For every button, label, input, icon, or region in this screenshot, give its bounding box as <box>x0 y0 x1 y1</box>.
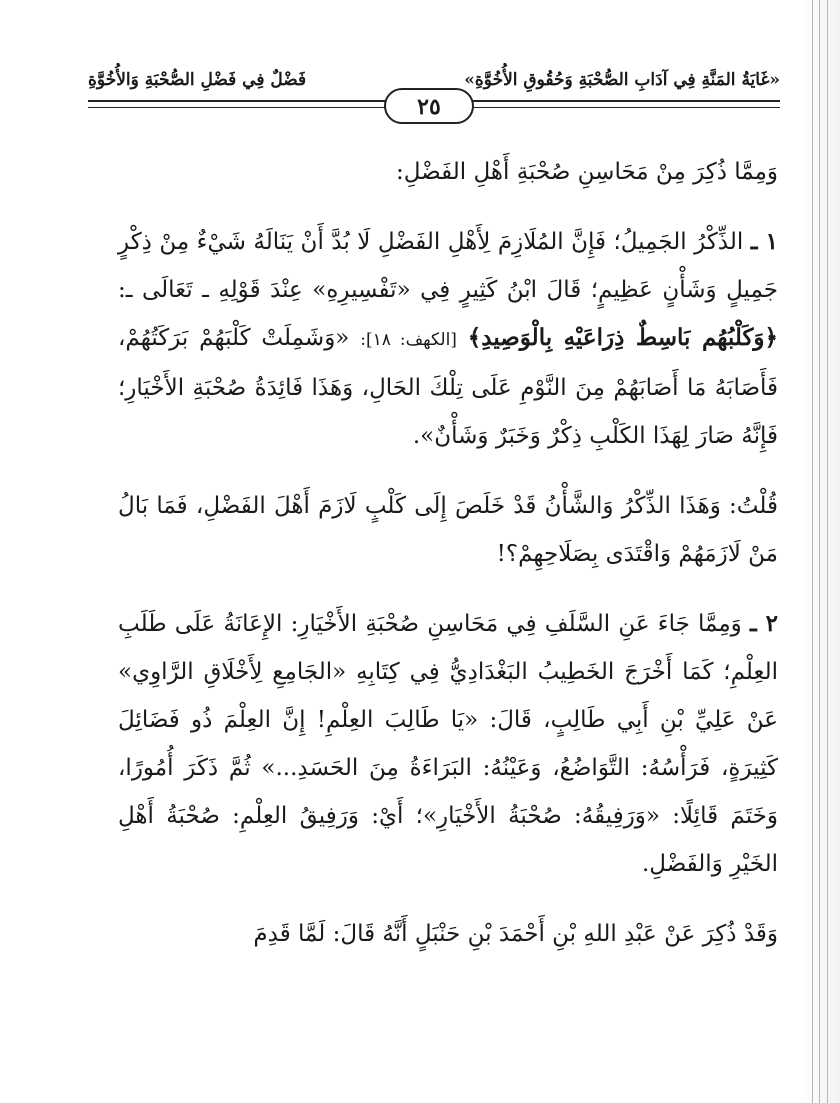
tafsir-quote: «وَشَمِلَتْ كَلْبَهُمْ بَرَكَتُهُمْ، فَأَصَابَهُ مَا أَصَابَهُمْ مِنَ النَّوْمِ عَلَى تِلْكَ الحَالِ، وَهَذَا فَائِدَةُ صُحْبَةِ الأَخْيَارِ؛ فَإِنَّهُ صَارَ لِهَذَا الكَلْبِ ذِكْرٌ وَخَبَرٌ وَشَأْنٌ». <box>118 325 778 449</box>
item-2-paragraph <box>118 600 778 888</box>
page-edge-line <box>827 0 828 1103</box>
intro-paragraph: وَمِمَّا ذُكِرَ مِنْ مَحَاسِنِ صُحْبَةِ أَهْلِ الفَضْلِ: <box>396 159 778 185</box>
chapter-title: فَضْلٌ فِي فَضْلِ الصُّحْبَةِ وَالأُخُوَّةِ <box>88 70 307 90</box>
page-edge-line <box>819 0 820 1103</box>
note-paragraph: قُلْتُ: وَهَذَا الذِّكْرُ وَالشَّأْنُ قَدْ خَلَصَ إِلَى كَلْبٍ لَازَمَ أَهْلَ الفَضْلِ، فَمَا بَالُ مَنْ لَازَمَهُمْ وَاقْتَدَى بِصَلَاحِهِمْ؟! <box>118 493 778 567</box>
page-body <box>118 148 778 958</box>
item-2-number: ٢ ـ <box>750 610 779 637</box>
book-title: «غَايَةُ المَنَّةِ فِي آدَابِ الصُّحْبَةِ وَحُقُوقِ الأُخُوَّةِ» <box>464 70 780 90</box>
quran-verse: ﴿وَكَلْبُهُم بَاسِطٌ ذِرَاعَيْهِ بِالْوَصِيدِ﴾ <box>467 324 778 351</box>
page-number: ٢٥ <box>384 88 474 124</box>
item-1-number: ١ ـ <box>750 228 779 255</box>
page-header <box>88 60 780 122</box>
page-edge-line <box>812 0 813 1103</box>
continuation-line: وَقَدْ ذُكِرَ عَنْ عَبْدِ اللهِ بْنِ أَحْمَدَ بْنِ حَنْبَلٍ أَنَّهُ قَالَ: لَمَّا قَدِمَ <box>253 921 778 947</box>
item-2-text: وَمِمَّا جَاءَ عَنِ السَّلَفِ فِي مَحَاسِنِ صُحْبَةِ الأَخْيَارِ: الإِعَانَةُ عَلَى طَلَبِ العِلْمِ؛ كَمَا أَخْرَجَ الخَطِيبُ البَغْدَادِيُّ فِي كِتَابِهِ «الجَامِعِ لِأَخْلَاقِ الرَّاوِي» عَنْ عَلِيِّ بْنِ أَبِي طَالِبٍ، قَالَ: «يَا طَالِبَ العِلْمِ! إِنَّ العِلْمَ ذُو فَضَائِلَ كَثِيرَةٍ، فَرَأْسُهُ: التَّوَاضُعُ، وَعَيْنُهُ: البَرَاءَةُ مِنَ الحَسَدِ...» ثُمَّ ذَكَرَ أُمُورًا، وَخَتَمَ قَائِلًا: «وَرَفِيقُهُ: صُحْبَةُ الأَخْيَارِ»؛ أَيْ: وَرَفِيقُ العِلْمِ: صُحْبَةُ أَهْلِ الخَيْرِ وَالفَضْلِ. <box>118 611 778 877</box>
item-1-paragraph <box>118 218 778 460</box>
scan-page-edge <box>800 0 840 1103</box>
verse-reference: [الكهف: ١٨]: <box>360 330 457 350</box>
item-1-text: الذِّكْرُ الجَمِيلُ؛ فَإِنَّ المُلَازِمَ لِأَهْلِ الفَضْلِ لَا بُدَّ أَنْ يَنَالَهُ شَيْءٌ مِنْ ذِكْرٍ جَمِيلٍ وَشَأْنٍ عَظِيمٍ؛ قَالَ ابْنُ كَثِيرٍ فِي «تَفْسِيرِهِ» عِنْدَ قَوْلِهِ ـ تَعَالَى ـ: <box>118 229 778 303</box>
